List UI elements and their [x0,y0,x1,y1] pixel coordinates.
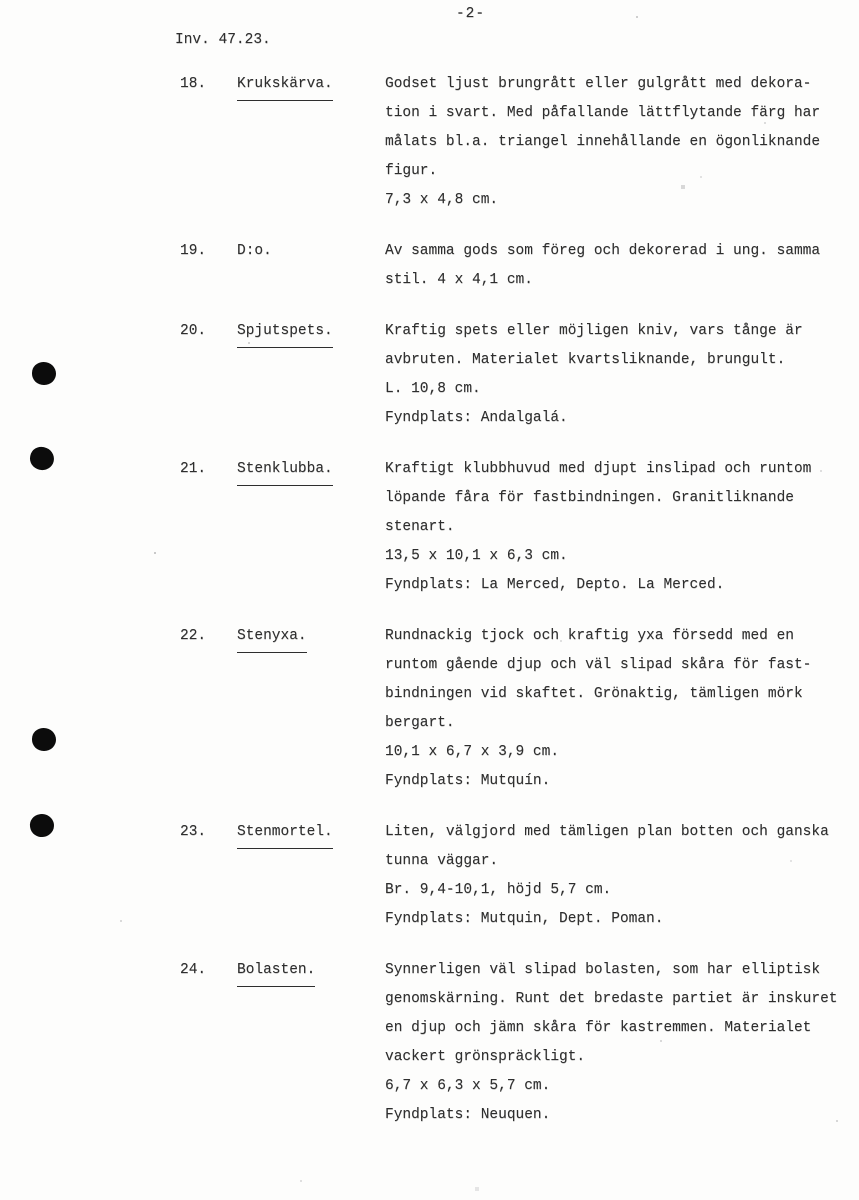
description-line: Kraftigt klubbhuvud med djupt inslipad och runtom [385,461,812,477]
findspot-line: Fyndplats: Neuquen. [385,1107,551,1123]
description-line: stenart. [385,519,455,535]
findspot-line: Fyndplats: Mutquín. [385,773,551,789]
item-name-text: Stenmortel. [237,818,333,849]
description-line: Rundnackig tjock och kraftig yxa försedd med en [385,628,794,644]
inventory-number: Inv. 47.23. [175,32,271,48]
description-line: avbruten. Materialet kvartsliknande, brungult. [385,352,786,368]
item-name [237,237,385,266]
item-number: 23. [180,824,207,840]
item-number: 19. [180,243,207,259]
description-line: genomskärning. Runt det bredaste partiet är inskuret [385,991,838,1007]
inventory-item-19 [180,237,837,295]
item-description [385,70,837,215]
item-description [385,956,837,1130]
inventory-item-list [180,70,837,1152]
item-name-text: Bolasten. [237,956,315,987]
description-line: vackert grönspräckligt. [385,1049,586,1065]
item-name-text: Krukskärva. [237,70,333,101]
item-name [237,455,385,486]
dimensions-line: 6,7 x 6,3 x 5,7 cm. [385,1078,551,1094]
punch-hole-mark [32,362,56,385]
inventory-item-20 [180,317,837,433]
punch-hole-mark [32,728,56,751]
description-line: Synnerligen väl slipad bolasten, som har elliptisk [385,962,821,978]
item-description [385,237,837,295]
item-name-text: Stenklubba. [237,455,333,486]
item-description [385,818,837,934]
description-line: runtom gående djup och väl slipad skåra för fast- [385,657,812,673]
description-line: bindningen vid skaftet. Grönaktig, tämligen mörk [385,686,803,702]
dimensions-line: L. 10,8 cm. [385,381,481,397]
item-description [385,622,837,796]
item-number: 20. [180,323,207,339]
punch-hole-mark [29,812,56,838]
item-number: 22. [180,628,207,644]
item-name [237,818,385,849]
dimensions-line: Br. 9,4-10,1, höjd 5,7 cm. [385,882,612,898]
dimensions-line: 13,5 x 10,1 x 6,3 cm. [385,548,568,564]
inventory-item-24 [180,956,837,1130]
page-number: -2- [455,6,486,22]
findspot-line: Fyndplats: La Merced, Depto. La Merced. [385,577,725,593]
findspot-line: Fyndplats: Andalgalá. [385,410,568,426]
item-name [237,622,385,653]
item-description [385,317,837,433]
description-line: Kraftig spets eller möjligen kniv, vars tånge är [385,323,803,339]
item-name [237,317,385,348]
description-line: löpande fåra för fastbindningen. Granitliknande [385,490,794,506]
description-line: målats bl.a. triangel innehållande en ögonliknande [385,134,821,150]
description-line: Liten, välgjord med tämligen plan botten och ganska [385,824,829,840]
description-line: Av samma gods som föreg och dekorerad i ung. samma [385,243,821,259]
inventory-item-23 [180,818,837,934]
description-line: figur. [385,163,438,179]
inventory-item-18 [180,70,837,215]
inventory-item-21 [180,455,837,600]
description-line: tion i svart. Med påfallande lättflytande färg har [385,105,821,121]
description-line: en djup och jämn skåra för kastremmen. Materialet [385,1020,812,1036]
item-name-text: Stenyxa. [237,622,307,653]
description-line: tunna väggar. [385,853,499,869]
item-number: 18. [180,76,207,92]
item-description [385,455,837,600]
findspot-line: Fyndplats: Mutquin, Dept. Poman. [385,911,664,927]
item-name-text: Spjutspets. [237,317,333,348]
item-name-text: D:o. [237,243,272,259]
item-number: 21. [180,461,207,477]
description-line: Godset ljust brungrått eller gulgrått med dekora- [385,76,812,92]
item-name [237,956,385,987]
description-line: stil. 4 x 4,1 cm. [385,272,533,288]
dimensions-line: 10,1 x 6,7 x 3,9 cm. [385,744,560,760]
punch-hole-mark [28,445,56,472]
item-name [237,70,385,101]
dimensions-line: 7,3 x 4,8 cm. [385,192,499,208]
inventory-item-22 [180,622,837,796]
description-line: bergart. [385,715,455,731]
item-number: 24. [180,962,207,978]
